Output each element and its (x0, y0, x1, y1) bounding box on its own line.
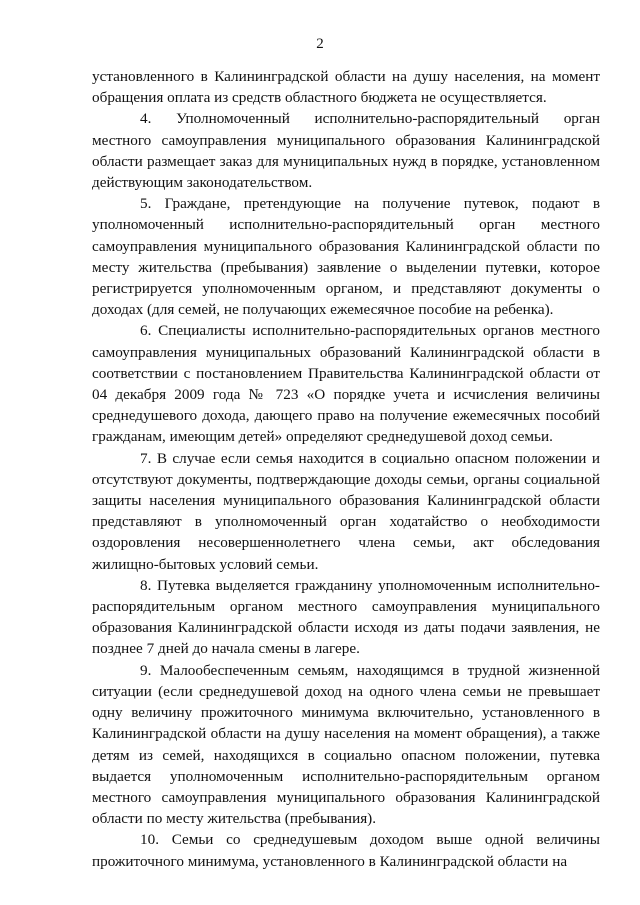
paragraph-9: 9. Малообеспеченным семьям, находящимся в трудной жизненной ситуации (если среднедушевой доход на одного члена семьи не превышает одну величину прожиточного минимума включительно, установленного в Калининградской области на душу населения на момент обращения), а также детям из семей, находящихся в социально опасном положении, путевка выдается уполномоченным исполнительно-распорядительным органом местного самоуправления муниципального образования Калининградской области по месту жительства (пребывания). (92, 661, 600, 828)
paragraph-continuation: установленного в Калининградской области на душу населения, на момент обращения оплата из средств областного бюджета не осуществляется. (92, 68, 600, 107)
paragraph-6: 6. Специалисты исполнительно-распорядительных органов местного самоуправления муниципальных образований Калининградской области в соответствии с постановлением Правительства Калининградской области от 04 декабря 2009 года № 723 «О порядке учета и исчисления величины среднедушевого дохода, дающего право на получение ежемесячных пособий гражданам, имеющим детей» определяют среднедушевой доход семьи. (92, 322, 600, 446)
paragraph-4: 4. Уполномоченный исполнительно-распорядительный орган местного самоуправления муниципального образования Калининградской области размещает заказ для муниципальных нужд в порядке, установленном действующим законодательством. (92, 110, 600, 192)
document-body (92, 66, 600, 872)
paragraph-10: 10. Семьи со среднедушевым доходом выше одной величины прожиточного минимума, установленного в Калининградской области на (92, 831, 600, 870)
paragraph-8: 8. Путевка выделяется гражданину уполномоченным исполнительно-распорядительным органом местного самоуправления муниципального образования Калининградской области исходя из даты подачи заявления, не позднее 7 дней до начала смены в лагере. (92, 576, 600, 658)
page-number: 2 (316, 36, 324, 52)
paragraph-5: 5. Граждане, претендующие на получение путевок, подают в уполномоченный исполнительно-распорядительный орган местного самоуправления муниципального образования Калининградской области по месту жительства (пребывания) заявление о выделении путевки, которое регистрируется уполномоченным органом, и представляют документы о доходах (для семей, не получающих ежемесячное пособие на ребенка). (92, 195, 600, 319)
paragraph-7: 7. В случае если семья находится в социально опасном положении и отсутствуют документы, подтверждающие доходы семьи, органы социальной защиты населения муниципального образования Калининградской области представляют в уполномоченный орган ходатайство о необходимости оздоровления несовершеннолетнего члена семьи, акт обследования жилищно-бытовых условий семьи. (92, 449, 600, 573)
